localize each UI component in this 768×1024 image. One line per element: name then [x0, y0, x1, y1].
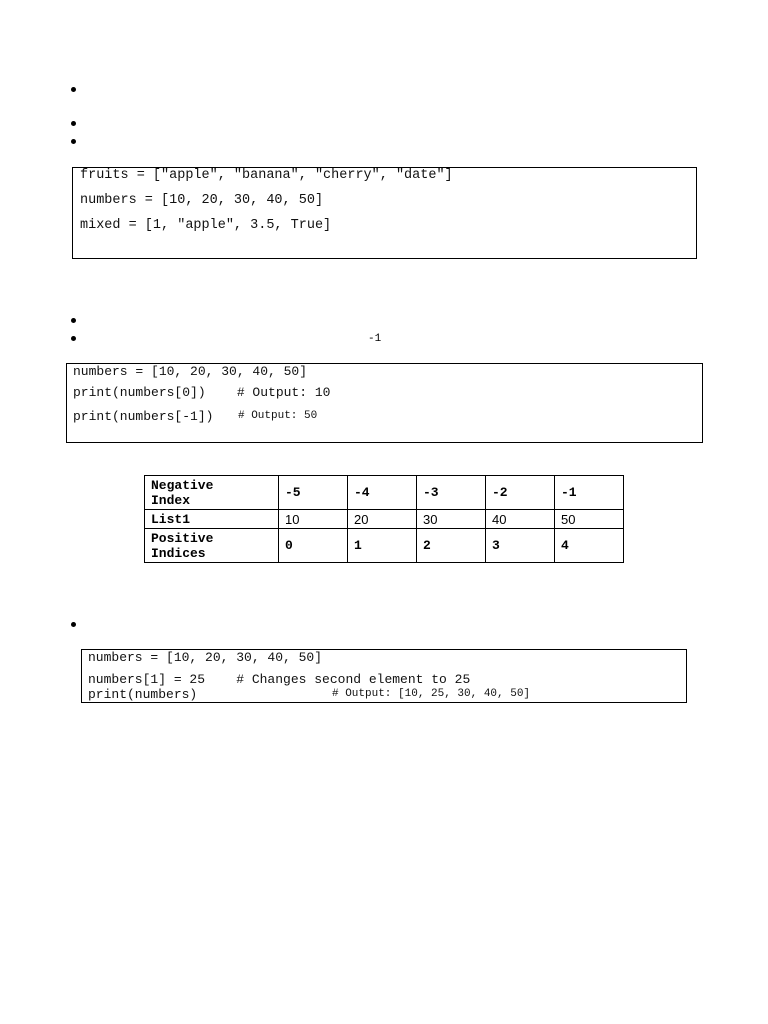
row-label [145, 529, 279, 563]
code-line: print(numbers) [88, 687, 198, 702]
row-label-line: Negative [151, 477, 214, 493]
code-line: numbers = [10, 20, 30, 40, 50] [88, 650, 323, 665]
bullet-3 [71, 139, 76, 144]
table-cell: -5 [279, 476, 348, 510]
table-cell: 1 [348, 529, 417, 563]
table-cell: 10 [279, 510, 348, 529]
code-line: print(numbers[-1]) [73, 409, 214, 424]
code-block-modify [81, 649, 687, 703]
table-cell: 0 [279, 529, 348, 563]
table-cell: -3 [417, 476, 486, 510]
table-cell: -2 [486, 476, 555, 510]
row-label [145, 476, 279, 510]
code-line: numbers = [10, 20, 30, 40, 50] [73, 364, 308, 379]
row-label [145, 510, 279, 529]
bullet-1 [71, 87, 76, 92]
table-cell: -4 [348, 476, 417, 510]
row-label-line: List1 [151, 511, 191, 527]
row-label-line: Positive [151, 530, 214, 546]
row-label-line: Indices [151, 545, 206, 561]
code-line: numbers = [10, 20, 30, 40, 50] [80, 193, 324, 208]
code-comment: # Output: [10, 25, 30, 40, 50] [332, 688, 531, 700]
table-row [145, 510, 624, 529]
table-cell: 50 [555, 510, 624, 529]
code-line: mixed = [1, "apple", 3.5, True] [80, 218, 332, 233]
bullet-5 [71, 336, 76, 341]
table-row [145, 529, 624, 563]
code-block-list-creation [72, 167, 697, 259]
inline-code-negative-one: -1 [368, 333, 382, 345]
table-row [145, 476, 624, 510]
code-line: numbers[1] = 25 # Changes second element to 25 [88, 672, 471, 687]
code-block-indexing [66, 363, 703, 443]
bullet-6 [71, 622, 76, 627]
table-cell: 2 [417, 529, 486, 563]
code-comment: # Output: 50 [238, 410, 318, 422]
table-cell: -1 [555, 476, 624, 510]
code-line: fruits = ["apple", "banana", "cherry", "date"] [80, 168, 453, 183]
table-cell: 20 [348, 510, 417, 529]
code-line: print(numbers[0]) # Output: 10 [73, 385, 331, 400]
table-cell: 4 [555, 529, 624, 563]
table-cell: 40 [486, 510, 555, 529]
row-label-line: Index [151, 492, 191, 508]
bullet-2 [71, 121, 76, 126]
index-table [144, 475, 624, 563]
table-cell: 30 [417, 510, 486, 529]
table-cell: 3 [486, 529, 555, 563]
bullet-4 [71, 318, 76, 323]
